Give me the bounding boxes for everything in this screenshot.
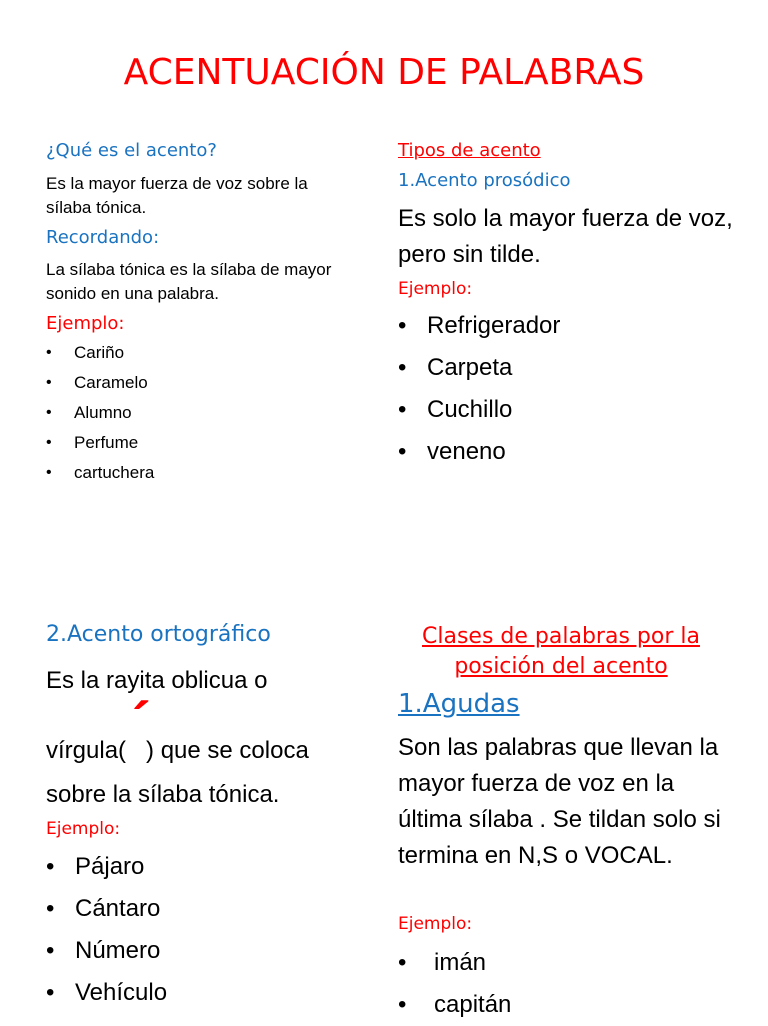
accent-mark: ´ — [132, 690, 151, 753]
example-list-2 — [398, 305, 560, 473]
list-item: • capitán — [398, 984, 511, 1026]
page-title: ACENTUACIÓN DE PALABRAS — [123, 52, 645, 93]
prosodic-text: Es solo la mayor fuerza de voz, pero sin tilde. — [398, 205, 733, 268]
list-item: • Pájaro — [46, 846, 167, 888]
recall-heading: Recordando: — [46, 227, 160, 248]
list-item: • cartuchera — [46, 458, 154, 488]
agudas-heading: 1.Agudas — [398, 689, 520, 719]
example-label-2: Ejemplo: — [398, 279, 473, 299]
example-label-4: Ejemplo: — [398, 914, 473, 934]
example-list-3 — [46, 846, 167, 1014]
example-list-1 — [46, 338, 154, 488]
list-item: • veneno — [398, 431, 560, 473]
recall-text: La sílaba tónica es la sílaba de mayor sonido en una palabra. — [46, 260, 332, 303]
list-item: • Cariño — [46, 338, 154, 368]
word-classes-heading: Clases de palabras por la posición del acento — [422, 624, 700, 679]
list-item: • imán — [398, 942, 511, 984]
list-item: • Cántaro — [46, 888, 167, 930]
prosodic-heading: 1.Acento prosódico — [398, 170, 571, 191]
list-item: • Refrigerador — [398, 305, 560, 347]
accent-definition: Es la mayor fuerza de voz sobre la sílaba tónica. — [46, 174, 308, 217]
question-heading: ¿Qué es el acento? — [46, 140, 217, 161]
example-label-3: Ejemplo: — [46, 819, 121, 839]
list-item: • Perfume — [46, 428, 154, 458]
example-label-1: Ejemplo: — [46, 313, 125, 334]
list-item: • Cuchillo — [398, 389, 560, 431]
example-list-4 — [398, 942, 511, 1026]
list-item: • Número — [46, 930, 167, 972]
list-item: • Vehículo — [46, 972, 167, 1014]
list-item: • Alumno — [46, 398, 154, 428]
orthographic-heading: 2.Acento ortográfico — [46, 622, 271, 647]
orthographic-line-1: Es la rayita oblicua o — [46, 667, 268, 694]
list-item: • Carpeta — [398, 347, 560, 389]
orthographic-line-3: sobre la sílaba tónica. — [46, 781, 280, 808]
orthographic-line-2: vírgula( ) que se coloca — [46, 737, 309, 764]
types-heading: Tipos de acento — [398, 140, 541, 161]
agudas-text: Son las palabras que llevan la mayor fuerza de voz en la última sílaba . Se tildan solo si termina en N,S o VOCAL. — [398, 734, 721, 869]
list-item: • Caramelo — [46, 368, 154, 398]
